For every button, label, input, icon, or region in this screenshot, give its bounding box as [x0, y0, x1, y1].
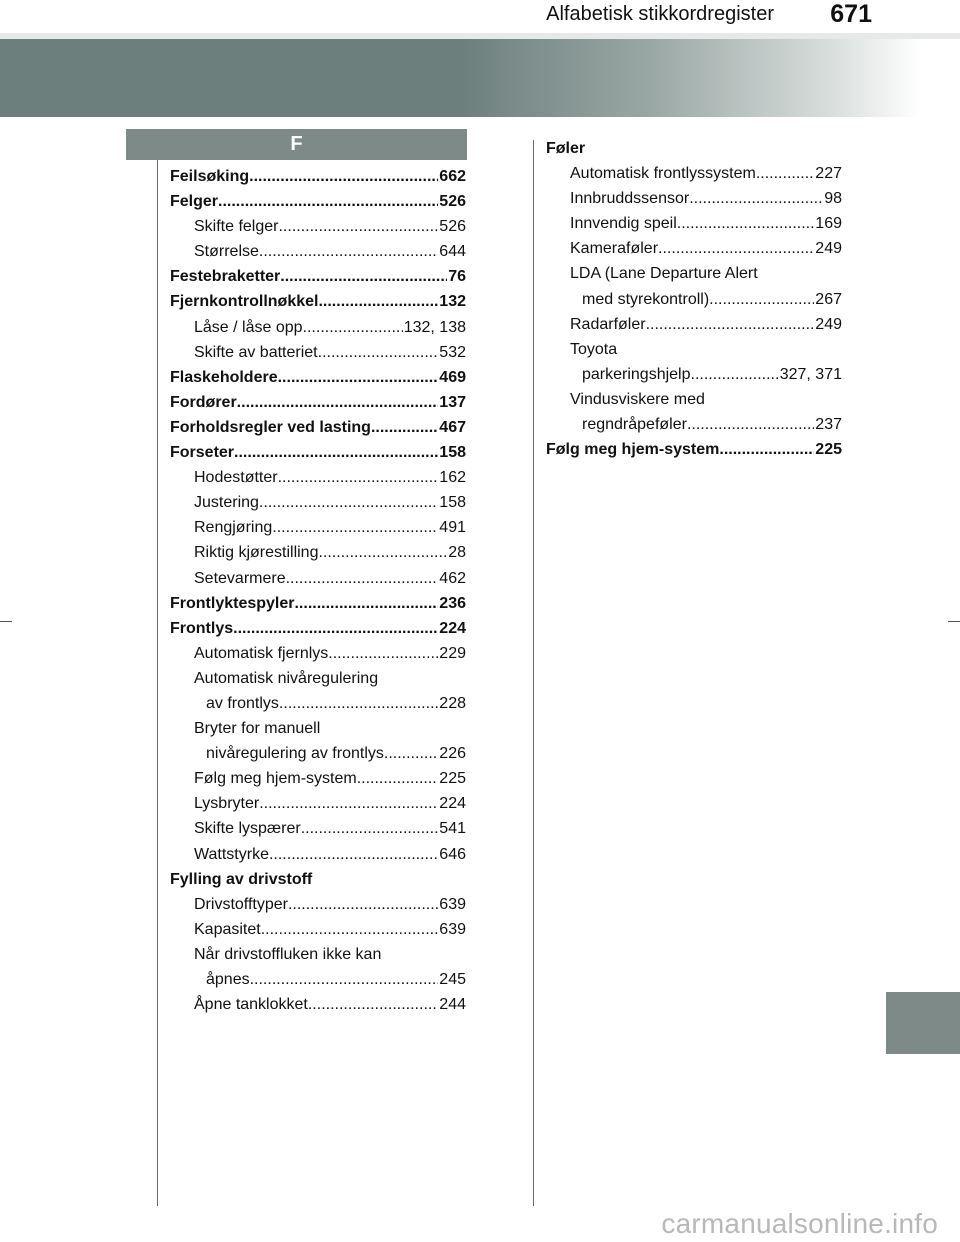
entry-term: Når drivstoffluken ikke kan: [194, 945, 382, 963]
dot-leader: [261, 917, 439, 942]
page-reference: 267: [815, 290, 842, 308]
index-entry: [546, 136, 842, 161]
index-entry: [170, 289, 466, 314]
page-reference: 162: [439, 469, 466, 487]
entry-continuation-line: [570, 412, 842, 437]
entry-term: Fordører: [170, 393, 237, 411]
watermark: carmanualsonline.info: [661, 1208, 938, 1239]
page-reference: 249: [815, 240, 842, 258]
entry-term: Setevarmere: [194, 569, 286, 587]
page-reference: 245: [439, 971, 466, 988]
index-entry: [546, 161, 842, 186]
entry-term-line: [194, 892, 466, 917]
page-header: [0, 0, 960, 33]
index-entry: [170, 816, 466, 841]
entry-term: av frontlys: [206, 694, 279, 712]
page-reference: 467: [439, 418, 466, 436]
entry-term: Føler: [546, 140, 586, 157]
entry-term: Automatisk fjernlys: [194, 644, 329, 662]
page-reference: 646: [439, 845, 466, 863]
dot-leader: [687, 412, 814, 437]
entry-term-line: [194, 842, 466, 867]
index-entry: [170, 490, 466, 515]
index-entry: [170, 566, 466, 591]
entry-term: åpnes: [206, 971, 250, 988]
entry-term-line: [546, 437, 842, 462]
index-entry: [170, 315, 466, 340]
entry-term: Flaskeholdere: [170, 368, 278, 386]
entry-term: Størrelse: [194, 243, 259, 261]
left-index-column: [170, 164, 466, 1017]
page-reference: 639: [439, 920, 466, 938]
entry-term: Skifte av batteriet: [194, 343, 318, 361]
index-entry: [170, 189, 466, 214]
dot-leader: [294, 591, 438, 616]
page-reference: 236: [439, 594, 466, 612]
entry-term-line: [194, 716, 466, 741]
entry-term: Felger: [170, 193, 219, 211]
dot-leader: [308, 992, 438, 1017]
entry-continuation-line: [570, 362, 842, 387]
entry-term-line: [570, 161, 842, 186]
dot-leader: [371, 415, 438, 440]
entry-term: Forseter: [170, 444, 235, 462]
crop-mark-left: [0, 621, 12, 622]
index-entry: [170, 992, 466, 1017]
entry-term-line: [194, 766, 466, 791]
page-reference: 532: [439, 343, 466, 361]
entry-term: Drivstofftyper: [194, 895, 288, 913]
dot-leader: [279, 691, 438, 716]
header-banner: [0, 39, 960, 117]
page-reference: 491: [439, 519, 466, 537]
entry-term-line: [170, 390, 466, 415]
entry-term: Lysbryter: [194, 795, 260, 813]
dot-leader: [719, 437, 814, 462]
entry-term: Forholdsregler ved lasting: [170, 418, 371, 436]
entry-term: Følg meg hjem-system: [194, 770, 357, 788]
dot-leader: [237, 390, 439, 415]
page-reference: 249: [815, 315, 842, 333]
index-entry: [546, 437, 842, 462]
entry-term-line: [194, 465, 466, 490]
dot-leader: [280, 264, 447, 289]
entry-term: Vindusviskere med: [570, 390, 705, 408]
dot-leader: [689, 186, 823, 211]
entry-term-line: [170, 867, 466, 892]
entry-term: Fjernkontrollnøkkel: [170, 293, 319, 311]
entry-term-line: [570, 186, 842, 211]
dot-leader: [318, 540, 447, 565]
page-reference: 227: [815, 165, 842, 183]
entry-term: Riktig kjørestilling: [194, 544, 319, 562]
dot-leader: [259, 791, 438, 816]
page-reference: 469: [439, 368, 466, 386]
entry-continuation-line: [194, 741, 466, 766]
dot-leader: [286, 566, 439, 591]
page-reference: 226: [439, 745, 466, 763]
entry-term-line: [194, 666, 466, 691]
dot-leader: [278, 214, 438, 239]
page-reference: 229: [439, 644, 466, 662]
page-reference: 237: [815, 416, 842, 434]
entry-term: Fylling av drivstoff: [170, 870, 313, 888]
page-reference: 225: [439, 770, 466, 788]
header-title: Alfabetisk stikkordregister: [546, 3, 774, 25]
index-entry: [170, 365, 466, 390]
page-reference: 76: [448, 268, 466, 286]
index-entry: [170, 766, 466, 791]
entry-term-line: [170, 289, 466, 314]
index-entry: [546, 236, 842, 261]
index-entry: [170, 842, 466, 867]
section-letter: F: [290, 133, 303, 155]
entry-term-line: [194, 942, 466, 967]
index-entry: [170, 340, 466, 365]
entry-term: Rengjøring: [194, 519, 273, 537]
index-entry: [546, 312, 842, 337]
page-reference: 639: [439, 895, 466, 913]
index-entry: [546, 186, 842, 211]
entry-term-line: [170, 164, 466, 189]
entry-term-line: [194, 315, 466, 340]
dot-leader: [318, 289, 438, 314]
dot-leader: [234, 440, 438, 465]
page-reference: 98: [824, 190, 842, 208]
index-entry: [170, 164, 466, 189]
index-entry: [170, 415, 466, 440]
dot-leader: [272, 515, 438, 540]
entry-term: regndråpeføler: [582, 416, 687, 434]
dot-leader: [278, 465, 439, 490]
index-entry: [546, 211, 842, 236]
page-reference: 462: [439, 569, 466, 587]
dot-leader: [269, 842, 438, 867]
entry-term-line: [570, 236, 842, 261]
left-column-rule: [157, 160, 158, 1206]
dot-leader: [301, 816, 439, 841]
entry-term-line: [194, 566, 466, 591]
entry-term: LDA (Lane Departure Alert: [570, 265, 758, 283]
page-reference: 158: [439, 444, 466, 462]
entry-term-line: [170, 365, 466, 390]
dot-leader: [357, 766, 439, 791]
page-reference: 132, 138: [403, 318, 466, 336]
page-number: 671: [830, 0, 872, 28]
page-reference: 224: [439, 619, 466, 637]
entry-term-line: [170, 440, 466, 465]
entry-term-line: [170, 616, 466, 641]
index-entry: [546, 387, 842, 437]
entry-term: Feilsøking: [170, 168, 250, 185]
dot-leader: [259, 239, 438, 264]
dot-leader: [303, 315, 403, 340]
page-reference: 644: [439, 243, 466, 261]
dot-leader: [259, 490, 438, 515]
dot-leader: [249, 164, 438, 189]
dot-leader: [709, 287, 814, 312]
section-letter-tab: [126, 129, 467, 160]
index-entry: [170, 214, 466, 239]
entry-term-line: [170, 189, 466, 214]
index-entry: [170, 591, 466, 616]
dot-leader: [218, 189, 438, 214]
entry-term: Kameraføler: [570, 240, 659, 258]
crop-mark-right: [948, 621, 960, 622]
index-entry: [170, 465, 466, 490]
dot-leader: [677, 211, 815, 236]
index-entry: [170, 239, 466, 264]
index-entry: [170, 716, 466, 766]
entry-term: Kapasitet: [194, 920, 261, 938]
page-reference: 132: [439, 293, 466, 311]
page-reference: 224: [439, 795, 466, 813]
entry-term: Skifte lyspærer: [194, 820, 301, 838]
page-reference: 169: [815, 215, 842, 233]
index-entry: [170, 867, 466, 892]
entry-term: Skifte felger: [194, 218, 279, 236]
dot-leader: [288, 892, 438, 917]
entry-term: med styrekontroll): [582, 290, 710, 308]
page-reference: 526: [439, 218, 466, 236]
page-reference: 662: [439, 168, 466, 185]
entry-term-line: [546, 136, 842, 161]
dot-leader: [384, 741, 438, 766]
page-reference: 244: [439, 996, 466, 1014]
page-reference: 158: [439, 494, 466, 512]
index-entry: [170, 892, 466, 917]
index-entry: [170, 917, 466, 942]
dot-leader: [318, 340, 439, 365]
entry-term-line: [194, 490, 466, 515]
entry-term-line: [194, 641, 466, 666]
entry-term: Automatisk nivåregulering: [194, 669, 379, 687]
dot-leader: [756, 161, 814, 186]
page-reference: 228: [439, 694, 466, 712]
entry-term-line: [194, 816, 466, 841]
entry-term: nivåregulering av frontlys: [206, 745, 384, 763]
entry-term: Automatisk frontlyssystem: [570, 165, 756, 183]
page-reference: 28: [448, 544, 466, 562]
dot-leader: [278, 365, 439, 390]
dot-leader: [691, 362, 779, 387]
entry-continuation-line: [194, 967, 466, 992]
entry-term: Følg meg hjem-system: [546, 441, 720, 459]
entry-term-line: [194, 340, 466, 365]
index-entry: [170, 390, 466, 415]
entry-continuation-line: [194, 691, 466, 716]
entry-term: Åpne tanklokket: [194, 996, 308, 1014]
page-reference: 526: [439, 193, 466, 211]
index-entry: [546, 261, 842, 311]
entry-term-line: [170, 591, 466, 616]
entry-term: Toyota: [570, 340, 618, 358]
entry-term: Frontlys: [170, 619, 234, 637]
entry-continuation-line: [570, 287, 842, 312]
entry-term: Radarføler: [570, 315, 646, 333]
index-entry: [170, 791, 466, 816]
dot-leader: [233, 616, 438, 641]
entry-term-line: [194, 515, 466, 540]
entry-term-line: [570, 211, 842, 236]
entry-term-line: [194, 214, 466, 239]
entry-term: parkeringshjelp: [582, 365, 691, 383]
index-entry: [170, 666, 466, 716]
entry-term-line: [170, 415, 466, 440]
entry-term: Wattstyrke: [194, 845, 269, 863]
index-entry: [170, 515, 466, 540]
chapter-thumb-tab: [886, 992, 960, 1054]
dot-leader: [328, 641, 438, 666]
entry-term: Frontlyktespyler: [170, 594, 295, 612]
entry-term-line: [194, 992, 466, 1017]
entry-term-line: [570, 387, 842, 412]
entry-term-line: [194, 917, 466, 942]
page-reference: 541: [439, 820, 466, 838]
dot-leader: [250, 967, 439, 992]
entry-term-line: [194, 239, 466, 264]
dot-leader: [646, 312, 815, 337]
entry-term: Festebraketter: [170, 268, 281, 286]
page-reference: 137: [439, 393, 466, 411]
dot-leader: [658, 236, 814, 261]
middle-column-rule: [533, 140, 534, 1206]
index-entry: [170, 440, 466, 465]
entry-term-line: [570, 261, 842, 286]
entry-term: Innbruddssensor: [570, 190, 690, 208]
entry-term-line: [170, 264, 466, 289]
entry-term-line: [194, 791, 466, 816]
right-index-column: [546, 136, 842, 462]
entry-term: Låse / låse opp: [194, 318, 303, 336]
entry-term-line: [194, 540, 466, 565]
index-entry: [170, 942, 466, 992]
entry-term: Bryter for manuell: [194, 720, 321, 738]
index-entry: [170, 540, 466, 565]
entry-term-line: [570, 337, 842, 362]
index-entry: [170, 641, 466, 666]
entry-term: Innvendig speil: [570, 215, 677, 233]
page-reference: 327, 371: [779, 365, 842, 383]
page-reference: 225: [815, 441, 842, 459]
entry-term: Justering: [194, 494, 259, 512]
index-entry: [546, 337, 842, 387]
entry-term: Hodestøtter: [194, 469, 278, 487]
index-entry: [170, 264, 466, 289]
entry-term-line: [570, 312, 842, 337]
index-entry: [170, 616, 466, 641]
